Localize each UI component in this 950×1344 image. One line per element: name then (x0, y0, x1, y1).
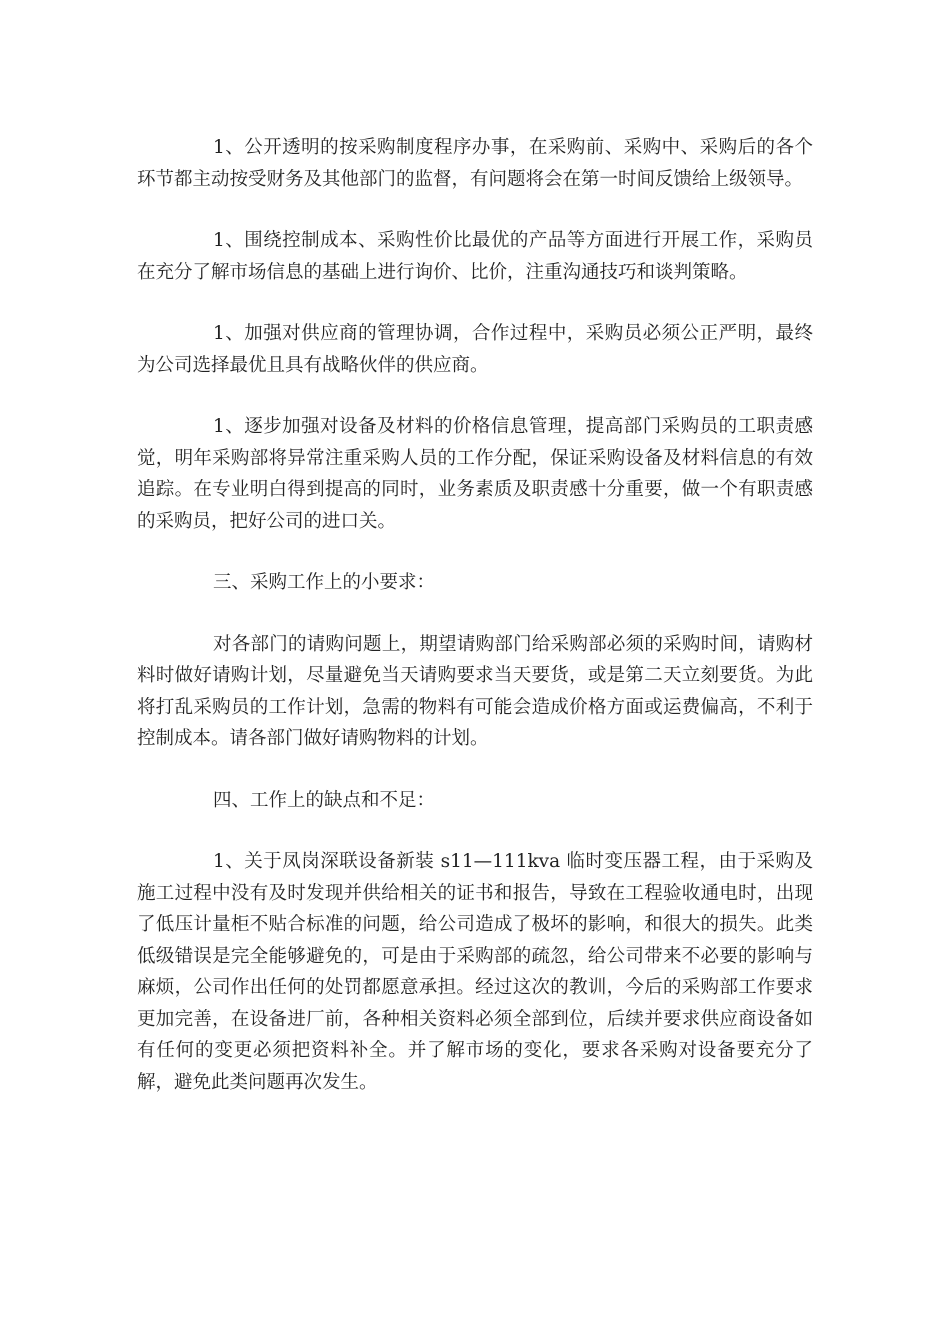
paragraph-price-information: 1、逐步加强对设备及材料的价格信息管理，提高部门采购员的工职责感觉，明年采购部将异常注重采购人员的工作分配，保证采购设备及材料信息的有效追踪。在专业明白得到提高的同时，业务素质及职责感十分重要，做一个有职责感的采购员，把好公司的进口关。 (137, 416, 813, 532)
paragraph-purchase-requests: 对各部门的请购问题上，期望请购部门给采购部必须的采购时间，请购材料时做好请购计划，尽量避免当天请购要求当天要货，或是第二天立刻要货。为此将打乱采购员的工作计划，急需的物料有可能会造成价格方面或运费偏高，不利于控制成本。请各部门做好请购物料的计划。 (137, 633, 813, 749)
section-heading-requirements: 三、采购工作上的小要求： (213, 572, 436, 593)
paragraph-oversight: 1、公开透明的按采购制度程序办事，在采购前、采购中、采购后的各个环节都主动按受财务及其他部门的监督，有问题将会在第一时间反馈给上级领导。 (137, 137, 813, 190)
document-body (137, 132, 813, 1128)
paragraph-supplier-management: 1、加强对供应商的管理协调，合作过程中，采购员必须公正严明，最终为公司选择最优且具有战略伙伴的供应商。 (137, 323, 813, 376)
paragraph-transformer-project: 1、关于凤岗深联设备新装 s11—111kva 临时变压器工程，由于采购及施工过程中没有及时发现并供给相关的证书和报告，导致在工程验收通电时，出现了低压计量柜不贴合标准的问题，给公司造成了极坏的影响，和很大的损失。此类低级错误是完全能够避免的，可是由于采购部的疏忽，给公司带来不必要的影响与麻烦，公司作出任何的处罚都愿意承担。经过这次的教训，今后的采购部工作要求更加完善，在设备进厂前，各种相关资料必须全部到位，后续并要求供应商设备如有任何的变更必须把资料补全。并了解市场的变化，要求各采购对设备要充分了解，避免此类问题再次发生。 (137, 851, 813, 1093)
section-heading-shortcomings: 四、工作上的缺点和不足： (213, 789, 436, 811)
paragraph-cost-control: 1、围绕控制成本、采购性价比最优的产品等方面进行开展工作，采购员在充分了解市场信息的基础上进行询价、比价，注重沟通技巧和谈判策略。 (137, 230, 813, 283)
